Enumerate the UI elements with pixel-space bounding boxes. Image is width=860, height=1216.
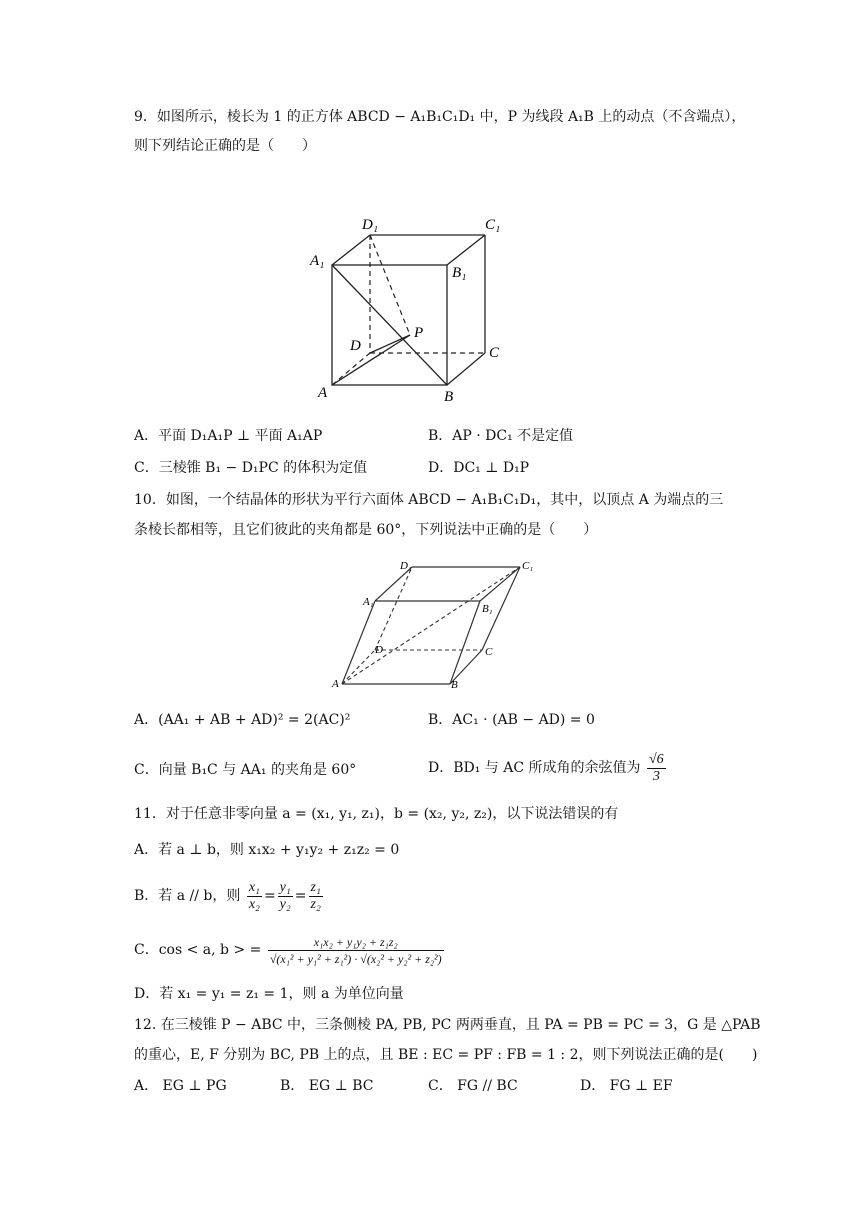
frac-denominator: x₂	[248, 896, 260, 912]
q10-label-a: A	[332, 678, 339, 690]
q10-label-b1: B₁	[482, 603, 493, 615]
q9-label-a: A	[318, 385, 328, 401]
q9-stem-line2: 则下列结论正确的是（ ）	[134, 138, 316, 154]
q9-label-d1: D₁	[362, 217, 379, 233]
q11-option-c-fraction	[268, 934, 444, 967]
q10-parallelepiped-figure	[330, 555, 550, 695]
q9-label-b1: B₁	[452, 265, 467, 281]
q11-stem: 11．对于任意非零向量 a = (x₁, y₁, z₁)，b = (x₂, y₂, z₂)，以下说法错误的有	[134, 806, 619, 822]
q9-cube-figure	[300, 205, 530, 405]
q11-option-c[interactable]	[134, 928, 446, 972]
q10-stem-line1: 10．如图，一个结晶体的形状为平行六面体 ABCD − A₁B₁C₁D₁，其中，以顶点 A 为端点的三	[134, 492, 724, 508]
q9-label-d: D	[350, 338, 361, 354]
q9-stem-line1: 9．如图所示，棱长为 1 的正方体 ABCD − A₁B₁C₁D₁ 中，P 为线段 A₁B 上的动点（不含端点），	[134, 109, 746, 125]
q12-option-a[interactable]: A． EG ⊥ PG	[134, 1078, 227, 1094]
frac-numerator: x₁	[248, 879, 260, 895]
q12-option-b[interactable]: B． EG ⊥ BC	[280, 1078, 374, 1094]
q10-option-d-denominator: 3	[652, 768, 660, 784]
q9-label-c: C	[489, 345, 500, 361]
q9-label-b: B	[444, 389, 454, 405]
q10-stem-line2: 条棱长都相等，且它们彼此的夹角都是 60°，下列说法中正确的是（ ）	[134, 522, 598, 538]
q12-option-d[interactable]: D． FG ⊥ EF	[580, 1078, 673, 1094]
q10-option-d[interactable]	[428, 746, 668, 790]
q9-option-a[interactable]: A．平面 D₁A₁P ⊥ 平面 A₁AP	[134, 428, 323, 444]
q11-option-b-text: B．若 a // b，则	[134, 888, 241, 904]
frac-denominator: y₂	[279, 896, 291, 912]
q12-stem-line1: 12. 在三棱锥 P − ABC 中，三条侧棱 PA, PB, PC 两两垂直，且 PA = PB = PC = 3，G 是 △PAB	[134, 1017, 761, 1033]
q10-option-c[interactable]: C．向量 B₁C 与 AA₁ 的夹角是 60°	[134, 762, 357, 778]
frac-numerator: y₁	[279, 879, 291, 895]
q10-option-d-text: D．BD₁ 与 AC 所成角的余弦值为	[428, 760, 641, 776]
q11-option-c-text: C．cos < a, b > =	[134, 942, 262, 958]
q11-option-d[interactable]: D．若 x₁ = y₁ = z₁ = 1，则 a 为单位向量	[134, 986, 404, 1002]
q9-option-d[interactable]: D．DC₁ ⊥ D₁P	[428, 460, 530, 476]
q11-option-a[interactable]: A．若 a ⊥ b，则 x₁x₂ + y₁y₂ + z₁z₂ = 0	[134, 842, 400, 858]
q10-label-d1: D₁	[400, 560, 412, 572]
q11-option-c-numerator: x₁x₂ + y₁y₂ + z₁z₂	[268, 934, 444, 951]
q9-option-b[interactable]: B．AP · DC₁ 不是定值	[428, 428, 574, 444]
q9-label-a1: A₁	[310, 253, 325, 269]
q11-option-b-frac-x	[247, 880, 262, 913]
q12-stem-line2: 的重心，E, F 分别为 BC, PB 上的点，且 BE : EC = PF : FB = 1 : 2，则下列说法正确的是( )	[134, 1047, 758, 1063]
q11-option-b-frac-z	[309, 880, 323, 913]
q11-option-b[interactable]: B．若 a // b，则 $\frac{\text{x₁}}{\text{x₂}}$ = $\frac{\text{y₁}}{\text{y₂}}$ = $\frac{\text{z₁}}{\text{z₂}}$	[134, 879, 321, 912]
q10-label-a1: A₁	[363, 596, 374, 608]
q11-option-c-denominator: √(x₁² + y₁² + z₁²) · √(x₂² + y₂² + z₂²)	[269, 951, 442, 966]
q10-option-d-fraction	[647, 752, 666, 785]
q10-option-d-numerator: √6	[648, 751, 664, 767]
frac-denominator: z₂	[310, 896, 321, 912]
q12-option-c[interactable]: C． FG // BC	[428, 1078, 518, 1094]
q9-label-c1: C₁	[485, 217, 501, 233]
q10-label-d: D	[375, 644, 383, 656]
frac-numerator: z₁	[310, 879, 321, 895]
q10-label-c: C	[485, 646, 493, 658]
q11-option-b-frac-y	[278, 880, 293, 913]
q9-label-p: P	[414, 325, 424, 341]
q10-label-c1: C₁	[522, 560, 534, 572]
q10-option-b[interactable]: B．AC₁ · (AB − AD) = 0	[428, 712, 595, 728]
q10-label-b: B	[451, 679, 458, 691]
q9-option-c[interactable]: C．三棱锥 B₁ − D₁PC 的体积为定值	[134, 460, 368, 476]
q10-option-a[interactable]: A．(AA₁ + AB + AD)² = 2(AC)²	[134, 712, 351, 728]
